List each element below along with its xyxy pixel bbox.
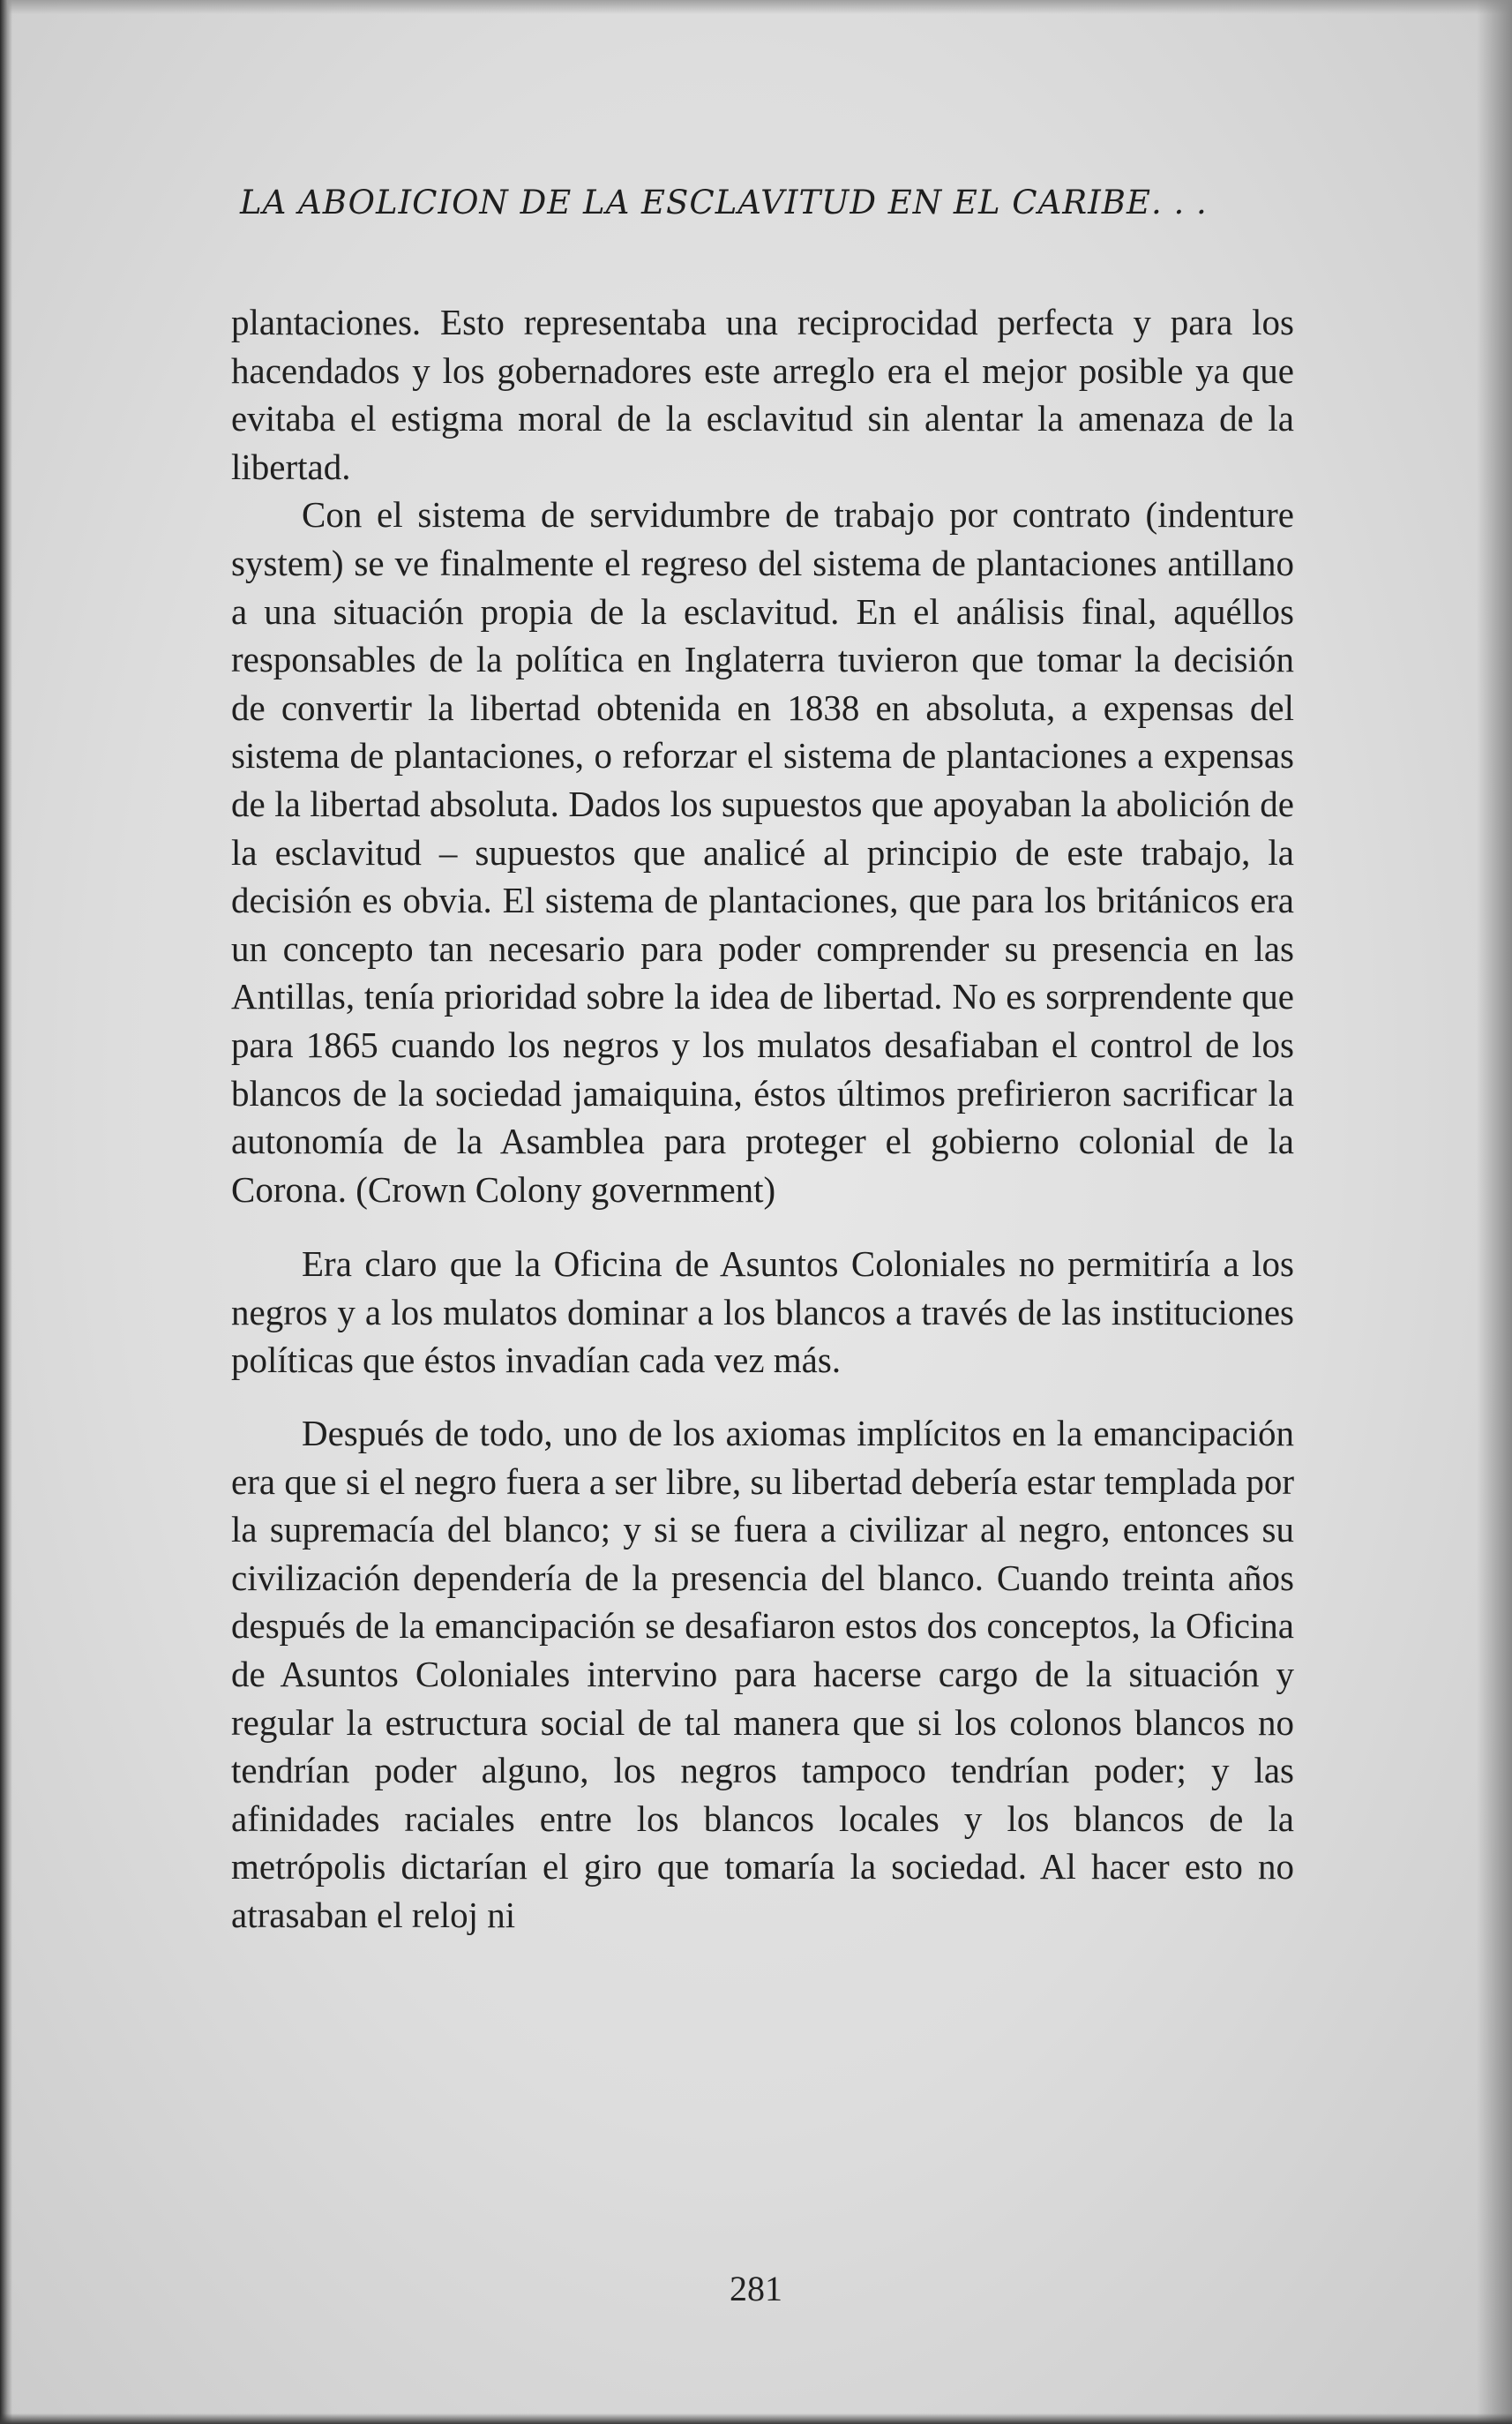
scan-edge-bottom [0, 2413, 1512, 2424]
scan-edge-right [1477, 0, 1512, 2424]
paragraph-continuation: plantaciones. Esto representaba una reciprocidad perfecta y para los hacendados y los gobernadores este arreglo era el mejor posible ya que evitaba el estigma moral de la esclavitud sin alentar la amenaza de la libertad. [231, 302, 1294, 487]
running-header: LA ABOLICION DE LA ESCLAVITUD EN EL CARIBE. . . [240, 184, 1208, 221]
page-number: 281 [730, 2269, 782, 2308]
paragraph-indenture-system: Con el sistema de servidumbre de trabajo por contrato (indenture system) se ve finalmente el regreso del sistema de plantaciones antillano a una situación propia de la esclavitud. En el análisis final, aquéllos responsables de la política en Inglaterra tuvieron que tomar la decisión de convertir la libertad obtenida en 1838 en absoluta, a expensas del sistema de plantaciones, o reforzar el sistema de plantaciones a expensas de la libertad absoluta. Dados los supuestos que apoyaban la abolición de la esclavitud – supuestos que analicé al principio de este trabajo, la decisión es obvia. El sistema de plantaciones, que para los británicos era un concepto tan necesario para poder comprender su presencia en las Antillas, tenía prioridad sobre la idea de libertad. No es sorprendente que para 1865 cuando los negros y los mulatos desafiaban el control de los blancos de la sociedad jamaiquina, éstos últimos prefirieron sacrificar la autonomía de la Asamblea para proteger el gobierno colonial de la Corona. (Crown Colony government) [231, 494, 1294, 1210]
body-text [231, 298, 1294, 1940]
scan-edge-left [0, 0, 12, 2424]
scan-edge-top [0, 0, 1512, 14]
paragraph-emancipation-axioms: Después de todo, uno de los axiomas implícitos en la emancipación era que si el negro fuera a ser libre, su libertad debería estar templada por la supremacía del blanco; y si se fuera a civilizar al negro, entonces su civilización dependería de la presencia del blanco. Cuando treinta años después de la emancipación se desafiaron estos dos conceptos, la Oficina de Asuntos Coloniales intervino para hacerse cargo de la situación y regular la estructura social de tal manera que si los colonos blancos no tendrían poder alguno, los negros tampoco tendrían poder; y las afinidades raciales entre los blancos locales y los blancos de la metrópolis dictarían el giro que tomaría la sociedad. Al hacer esto no atrasaban el reloj ni [231, 1413, 1294, 1935]
paragraph-colonial-office: Era claro que la Oficina de Asuntos Coloniales no permitiría a los negros y a los mulatos dominar a los blancos a través de las instituciones políticas que éstos invadían cada vez más. [231, 1243, 1294, 1381]
